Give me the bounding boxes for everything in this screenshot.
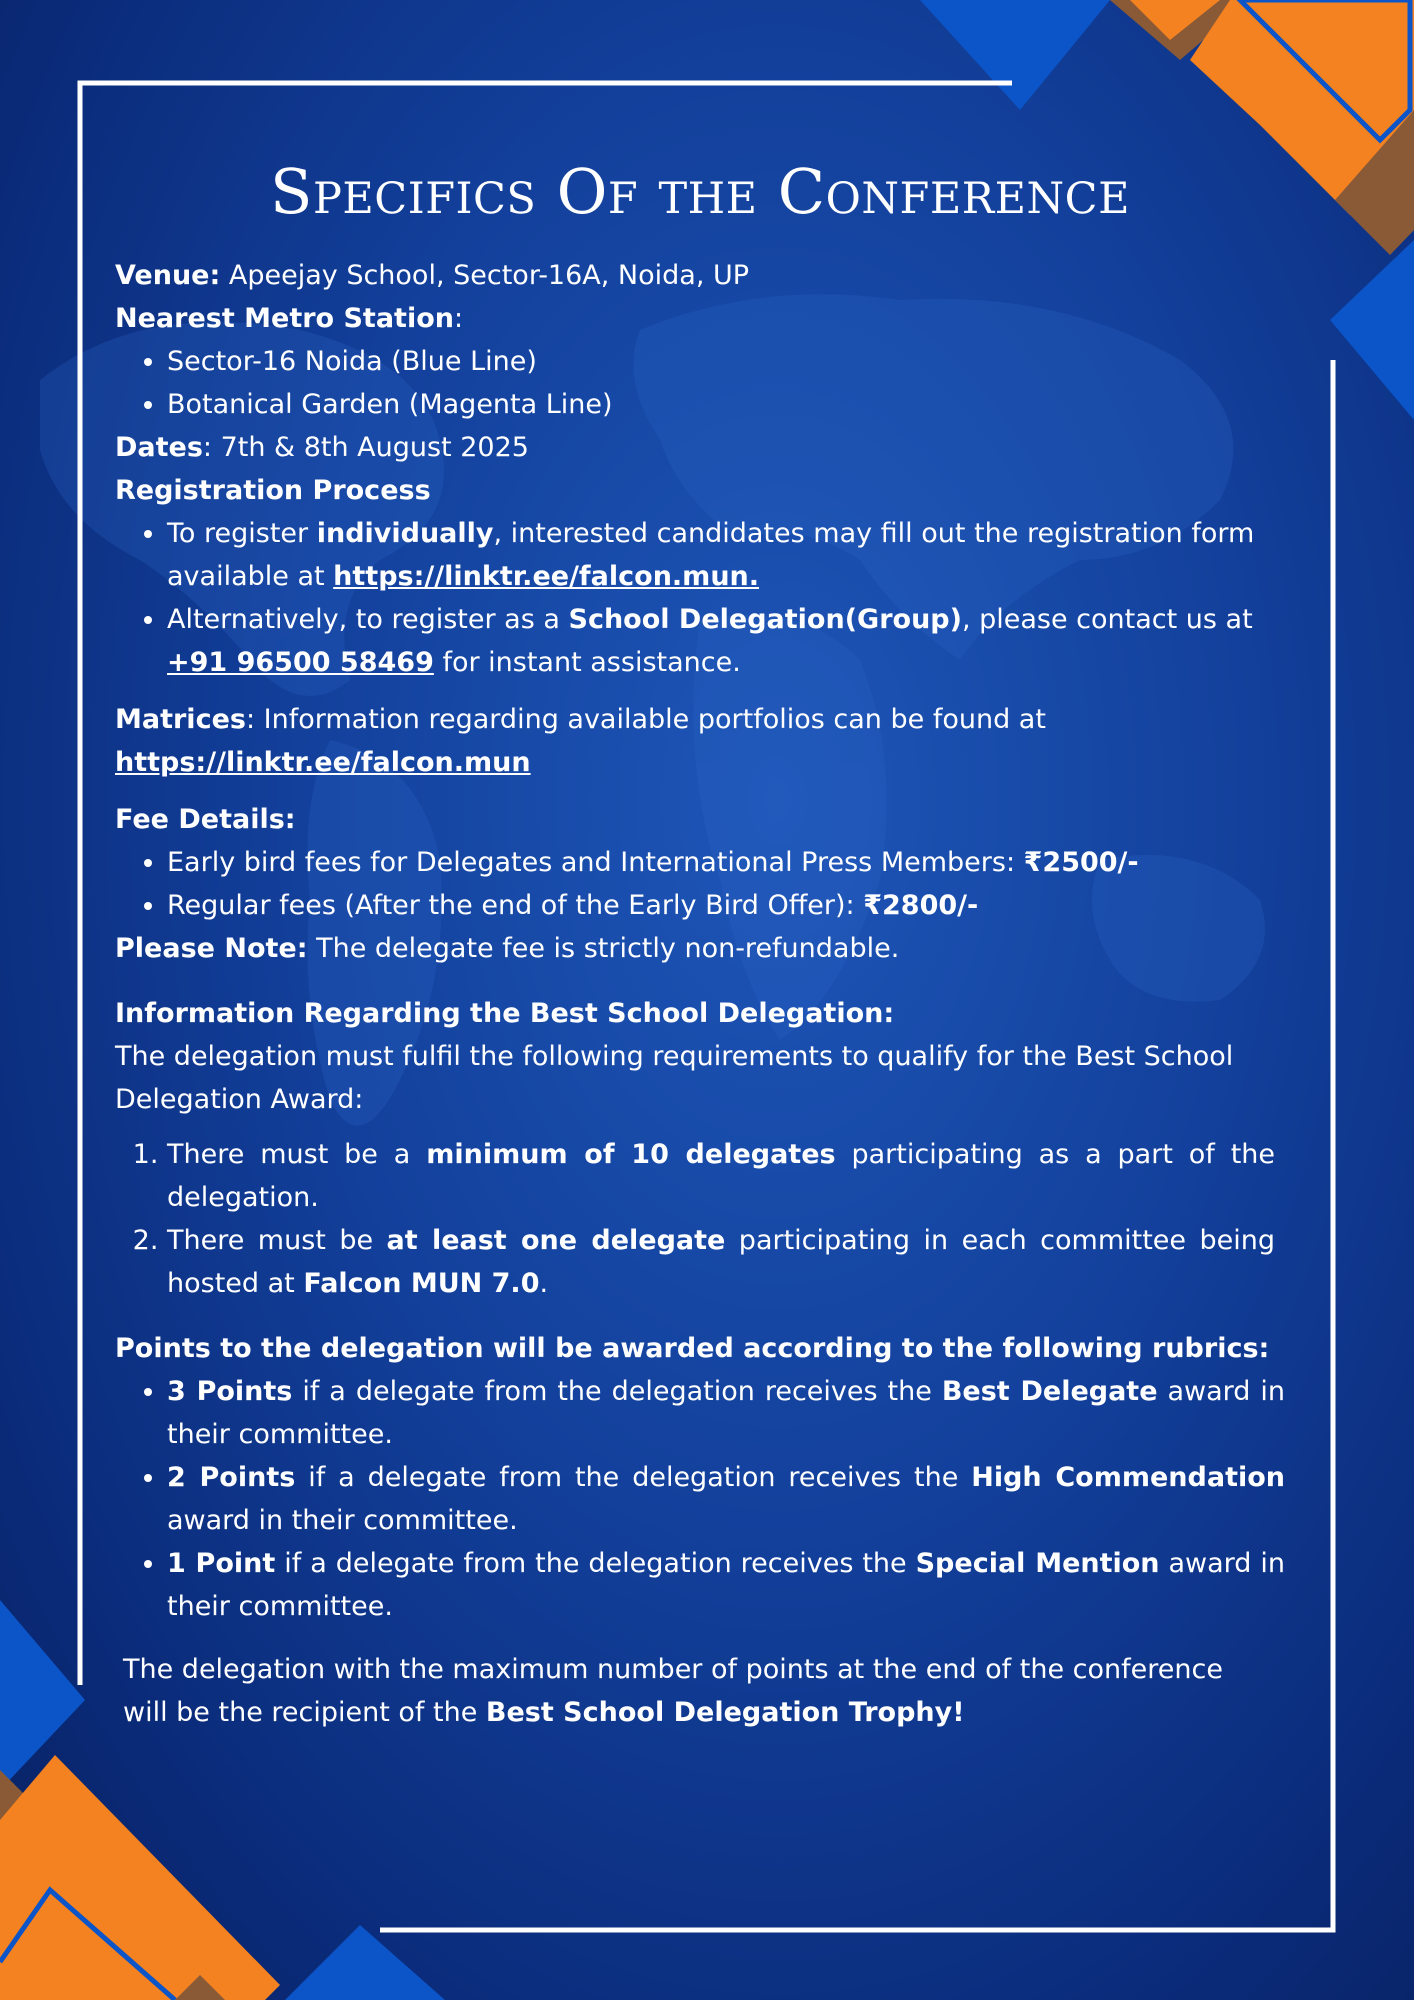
metro-item: • Botanical Garden (Magenta Line) xyxy=(167,383,1285,426)
dates-label: Dates xyxy=(115,432,203,463)
fee-note: Please Note: The delegate fee is strictly non-refundable. xyxy=(115,933,900,964)
fee-regular: • Regular fees (After the end of the Early Bird Offer): ₹2800/- xyxy=(167,884,1285,927)
points-item: • 1 Point if a delegate from the delegation receives the Special Mention award in their committee. xyxy=(167,1542,1285,1628)
requirement-item: 2. There must be at least one delegate participating in each committee being hosted at Falcon MUN 7.0. xyxy=(167,1219,1275,1305)
requirement-item: 1. There must be a minimum of 10 delegates participating as a part of the delegation. xyxy=(167,1133,1275,1219)
venue-value: Apeejay School, Sector-16A, Noida, UP xyxy=(220,260,750,291)
metro-label: Nearest Metro Station xyxy=(115,303,454,334)
best-school-intro: The delegation must fulfil the following requirements to qualify for the Best School Delegation Award: xyxy=(115,1041,1234,1115)
matrices-link[interactable]: https://linktr.ee/falcon.mun xyxy=(115,747,531,778)
points-list xyxy=(115,1370,1285,1628)
registration-link[interactable]: https://linktr.ee/falcon.mun. xyxy=(333,561,760,592)
closing-statement: The delegation with the maximum number of points at the end of the conference will be the recipient of the Best School Delegation Trophy! xyxy=(123,1654,1223,1728)
venue-label: Venue: xyxy=(115,260,221,291)
conference-details xyxy=(115,155,1285,1734)
page-title: Specifics Of the Conference xyxy=(270,155,1130,228)
dates-line xyxy=(115,426,1285,469)
contact-phone-link[interactable]: +91 96500 58469 xyxy=(167,647,434,678)
registration-list xyxy=(115,512,1285,684)
metro-list xyxy=(115,340,1285,426)
matrices-label: Matrices xyxy=(115,704,246,735)
fee-early-bird: • Early bird fees for Delegates and International Press Members: ₹2500/- xyxy=(167,841,1285,884)
metro-item: • Sector-16 Noida (Blue Line) xyxy=(167,340,1285,383)
dates-value: : 7th & 8th August 2025 xyxy=(202,432,529,463)
fee-heading: Fee Details: xyxy=(115,804,296,835)
venue-line xyxy=(115,254,1285,297)
points-heading: Points to the delegation will be awarded according to the following rubrics: xyxy=(115,1333,1270,1364)
matrices-line: Matrices: Information regarding available portfolios can be found at https://linktr.ee/falcon.mun xyxy=(115,704,1046,778)
points-item: • 2 Points if a delegate from the delegation receives the High Commendation award in their committee. xyxy=(167,1456,1285,1542)
fee-list xyxy=(115,841,1285,927)
registration-group: • Alternatively, to register as a School Delegation(Group), please contact us at +91 96500 58469 for instant assistance. xyxy=(167,598,1285,684)
metro-heading xyxy=(115,297,1285,340)
metro-suffix: : xyxy=(454,303,464,334)
best-school-heading: Information Regarding the Best School Delegation: xyxy=(115,998,895,1029)
registration-individual: • To register individually, interested candidates may fill out the registration form available at https://linktr.ee/falcon.mun. xyxy=(167,512,1285,598)
registration-heading: Registration Process xyxy=(115,475,431,506)
requirements-list xyxy=(115,1133,1275,1305)
points-item: • 3 Points if a delegate from the delegation receives the Best Delegate award in their committee. xyxy=(167,1370,1285,1456)
